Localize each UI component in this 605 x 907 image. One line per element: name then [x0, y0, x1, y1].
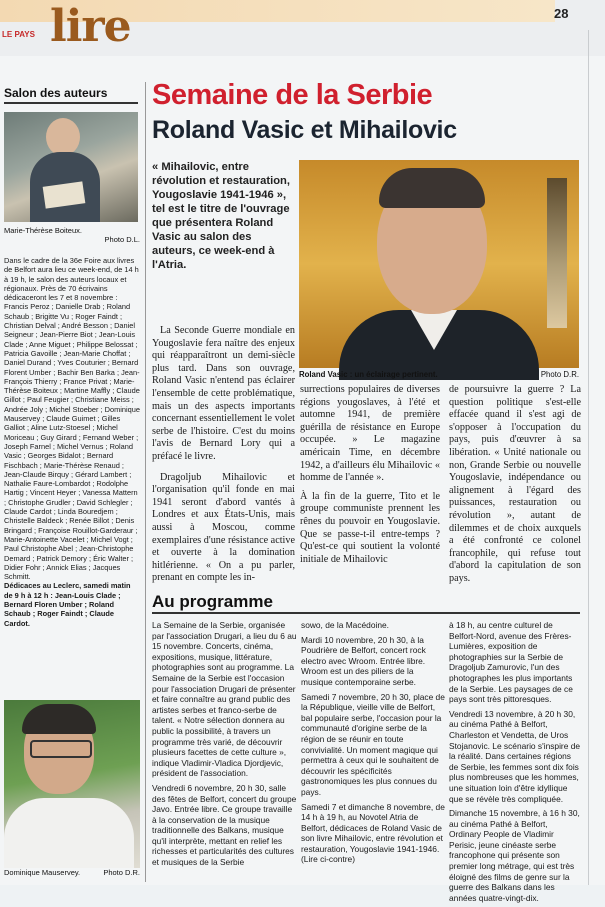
programme-paragraph: Mardi 10 novembre, 20 h 30, à la Poudrière de Belfort, concert rock electro avec Wroom. Entrée libre. Wroom est un des piliers de la musique contemporaine serbe. [301, 634, 426, 687]
article-column-2 [300, 384, 440, 572]
programme-paragraph: sowo, de la Macédoine. [301, 620, 389, 630]
portrait-photo-vasic [299, 160, 579, 368]
programme-paragraph: Samedi 7 novembre, 20 h 30, place de la République, vieille ville de Belfort, bal populaire serbe, l'occasion pour la communauté d'origine serbe de la région de se réunir en toute convivialité. Un moment magique qui permettra à ceux qui le souhaitent de découvrir les spécificités gastronomiques les plus connues du pays. [301, 691, 445, 797]
photo-credit: Photo D.R. [103, 868, 140, 877]
sidebar-text [4, 256, 140, 628]
programme-title: Au programme [152, 592, 273, 611]
article-paragraph: À la fin de la guerre, Tito et le groupe communiste prennent les rênes du pouvoir en Yougoslavie. Que se passe-t-il entre-temps ? Qu'est-ce qui soutient la volonté initiale de Mihailovic [300, 490, 440, 565]
page-edge [588, 30, 589, 885]
photo-credit: Photo D.L. [104, 235, 140, 244]
programme-column-2 [301, 620, 445, 869]
article-paragraph: Dragoljub Mihailovic et l'organisation qu'il fonde en mai 1941 seront d'abord vantés à Londres et aux États-Unis, mais aussi à Moscou, comme exemplaires d'une résistance active et ouverte à la domination hitlérienne. « On a pu parler, prenant en compte les in- [152, 471, 295, 584]
programme-paragraph: à 18 h, au centre culturel de Belfort-Nord, avenue des Frères-Lumières, exposition de photographies sur la Serbie de Dragoljub Zamurovic, l'un des photographes les plus importants de la Serbie. Les paysages de ce pays sont très pittoresques. [449, 620, 573, 705]
portrait-photo-boiteux [4, 112, 138, 222]
sidebar-title: Salon des auteurs [4, 86, 138, 104]
newspaper-logo: LE PAYS [2, 30, 35, 39]
column-divider [145, 82, 146, 882]
page-number: 28 [554, 6, 569, 21]
caption-text: Roland Vasic : un éclairage pertinent. [299, 370, 438, 379]
photo-credit: Photo D.R. [540, 370, 579, 379]
article-kicker: Semaine de la Serbie [152, 79, 433, 111]
article-lead: « Mihailovic, entre révolution et restauration, Yougoslavie 1941-1946 », tel est le titre de l'ouvrage que présentera Roland Vasic au salon des auteurs, ce week-end à l'Atria. [152, 161, 291, 271]
sidebar-paragraph-dedicaces: Dédicaces au Leclerc, samedi matin de 9 h à 12 h : Jean-Louis Clade ; Bernard Floren Umber ; Roland Schaub ; Roger Faindt ; Claude Cardot. [4, 581, 131, 628]
programme-column-1 [152, 620, 298, 872]
article-headline: Roland Vasic et Mihailovic [152, 116, 457, 144]
photo-caption [299, 370, 579, 379]
section-title: lire [50, 1, 131, 52]
photo-caption [4, 868, 140, 877]
photo-caption [4, 226, 140, 244]
programme-paragraph: Samedi 7 et dimanche 8 novembre, de 14 h à 19 h, au Novotel Atria de Belfort, dédicaces de Roland Vasic de son livre Mihailovic, entre révolution et restauration, Yougoslavie 1941-1946. (Lire ci-contre) [301, 801, 445, 865]
page-header [0, 0, 605, 56]
portrait-photo-mauservey [4, 700, 140, 868]
article-column-1 [152, 325, 295, 593]
programme-paragraph: Vendredi 6 novembre, 20 h 30, salle des fêtes de Belfort, concert du groupe Javo. Entrée libre. Ce groupe travaille à la conservation de la musique traditionnelle des Balkans, musique qu'il interprète, mettant en relief les richesses et particularités des cultures et musiques de la Serbie [152, 782, 297, 868]
caption-text: Dominique Mauservey. [4, 868, 81, 877]
programme-paragraph: Dimanche 15 novembre, à 16 h 30, au cinéma Pathé à Belfort, Ordinary People de Vladimir Perisic, jeune cinéaste serbe francophone qui présente son premier long métrage, qui est très éloigné des films de genre sur la guerre des Balkans dans les années quatre-vingt-dix. [449, 808, 580, 903]
programme-paragraph: La Semaine de la Serbie, organisée par l'association Drugari, a lieu du 6 au 15 novembre. Concerts, cinéma, expositions, musique, littérature, photographies sont au programme. La Semaine de la Serbie est l'occasion pour l'association Drugari de présenter et faire connaître au grand public des artistes serbes et franco-serbe de talent. « Notre sélection donnera au public la possibilité, à travers un programme très varié, de découvrir plusieurs facettes de cette culture », indique Vladimir-Vladica Djordjevic, président de l'association. [152, 620, 297, 779]
programme-column-3 [449, 620, 581, 907]
article-paragraph: surrections populaires de diverses régions yougoslaves, à l'été et automne 1941, de première guérilla de résistance en Europe occupée. » Le magazine américain Time, en décembre 1942, a d'ailleurs élu Mihailovic « homme de l'année ». [300, 384, 440, 484]
article-column-3 [449, 384, 581, 586]
caption-text: Marie-Thérèse Boiteux. [4, 226, 82, 235]
programme-rule [152, 612, 580, 614]
sidebar-paragraph: Dans le cadre de la 36e Foire aux livres de Belfort aura lieu ce week-end, de 14 h à 19 h, le salon des auteurs locaux et régionaux. Près de 70 écrivains dédicaceront les 7 et 8 novembre : Francis Peroz ; Danielle Drab ; Roland Schaub ; Brigitte Vu ; Roger Faindt ; Christian Delval ; André Besson ; Daniel Seigneur ; Jean-Pierre Biot ; Jean-Louis Clade ; Anne Miguet ; Philippe Belossat ; Patricia Gavoille ; Jean-Marie Choffat ; Daniel Durand ; Yves Couturier ; Bernard Florent Umber ; Bachir Ben Barka ; Jean-François Thierry ; France Privat ; Marie-Thérèse Boiteux ; Martine Maffly ; Claude Gillot ; Paul Feugier ; Christiane Meiss ; Andrée Joly ; Michel Stoeber ; Dominique Mauservey ; Claude Guimet ; Gilles Galliot ; Aline Lutz-Stoesel ; Michel Moriceau ; Guy Girard ; Fernand Weber ; Joseph Farnel ; Michel Vernus ; Roland Vasic ; Georges Bidalot ; Bernard Fischbach ; Marie-Thérèse Renaud ; Jean-Claude Birquy ; Gérard Lambert ; Nathalie Faure-Lombardot ; Rodolphe Hartig ; Vincent Heyer ; Vanessa Mattern ; Christophe Grudler ; David Schlegler ; Claude Cardot ; Linda Bouredjem ; Christelle Baldeck ; Renée Billot ; Denis Bringard ; Françoise Rouillot-Garderaur ; Marie-Antoinette Vacelet ; Michel Vogt ; Paul Christophe Abel ; Jean-Christophe Demard ; Patrick Demory ; Éric Walter ; Didier Fohr ; Annick Elias ; Jacques Schmitt. [4, 256, 140, 582]
article-paragraph: de poursuivre la guerre ? La question politique s'est-elle effacée quand il s'est agi de s'opposer à l'occupation du pays, puis d'œuvrer à sa libération. « Unité nationale ou non, Grande Serbie ou nouvelle Yougoslavie, indépendance ou alignement à l'égard des puissances, restauration ou révolution », autant de dilemmes et de choix auxquels a été confronté ce colonel francophile, qui refuse tout d'abord la capitulation de son pays. [449, 384, 581, 584]
article-paragraph: La Seconde Guerre mondiale en Yougoslavie fera naître des enjeux qui réapparaîtront un demi-siècle plus tard. Dans son ouvrage, Roland Vasic n'entend pas éclairer l'ensemble de cette problématique, mais un des aspects importants concernant essentiellement le volet serbe de l'histoire. C'est du moins l'avis de Bernard Lory qui a préfacé le livre. [152, 325, 295, 462]
programme-paragraph: Vendredi 13 novembre, à 20 h 30, au cinéma Pathé à Belfort, Charleston et Vendetta, de Uros Stojanovic. Le scénario s'inspire de la réalité. Dans certaines régions de Serbie, les femmes sont dix fois plus nombreuses que les hommes, une situation loin d'être idyllique que se révèle très compliquée. [449, 708, 581, 804]
